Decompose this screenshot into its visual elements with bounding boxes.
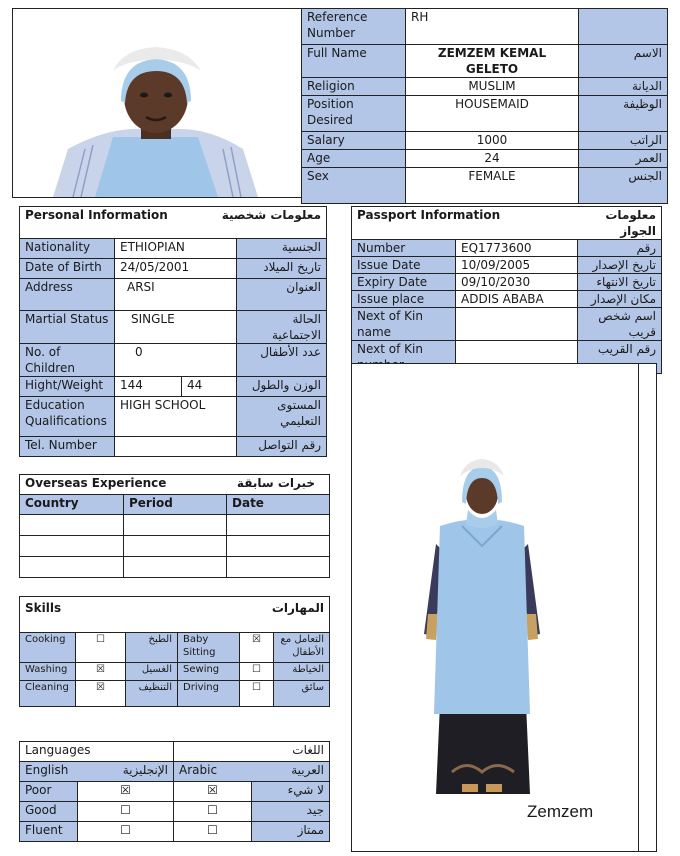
- passport-info-table: [351, 206, 662, 374]
- issue-place-value: ADDIS ABABA: [456, 291, 578, 308]
- issue-date-row: [352, 257, 662, 274]
- address-value: ARSI: [115, 279, 237, 311]
- skills-header: [20, 597, 330, 633]
- personal-info-title: Personal Information: [20, 207, 182, 239]
- skill-row: [20, 633, 330, 663]
- overseas-col-country: Country: [20, 495, 124, 515]
- overseas-header: [20, 475, 330, 495]
- overseas-row: [20, 515, 330, 536]
- marital-row: [20, 311, 327, 344]
- skill-washing-ar: الغسيل: [126, 663, 178, 681]
- height-weight-ar: الوزن والطول: [237, 377, 327, 397]
- education-label: Education Qualifications: [20, 397, 115, 437]
- religion-value: MUSLIM: [406, 78, 579, 96]
- full-photo-divider: [638, 364, 639, 851]
- position-value: HOUSEMAID: [406, 96, 579, 132]
- languages-title-ar: اللغات: [174, 742, 330, 762]
- sex-row: [302, 168, 668, 204]
- skill-cleaning-checkbox[interactable]: ☒: [76, 681, 126, 707]
- passport-info-header: [352, 207, 662, 240]
- age-label: Age: [302, 150, 406, 168]
- languages-columns: [20, 762, 330, 782]
- address-row: [20, 279, 327, 311]
- lang-level-row: [20, 822, 330, 842]
- full-name-ar: الاسم: [579, 45, 668, 78]
- languages-header: [20, 742, 330, 762]
- kin-number-label: Next of Kin: [352, 341, 456, 374]
- head-photo-image: [13, 9, 301, 197]
- height-weight-row: [20, 377, 327, 397]
- education-row: [20, 397, 327, 437]
- lang-good-ar: جيد: [252, 802, 330, 822]
- lang-poor-arabic-checkbox[interactable]: ☒: [174, 782, 252, 802]
- lang-english-label: English: [20, 762, 78, 782]
- reference-ar: [579, 9, 668, 45]
- overseas-table: [19, 474, 330, 578]
- children-value: 0: [115, 344, 237, 377]
- passport-info-title-ar: معلومات الجواز: [578, 207, 662, 240]
- overseas-columns: [20, 495, 330, 515]
- education-ar: المستوى التعليمي: [237, 397, 327, 437]
- passport-number-row: [352, 240, 662, 257]
- skill-cleaning-ar: التنظيف: [126, 681, 178, 707]
- personal-info-table: [19, 206, 327, 457]
- sex-value: FEMALE: [406, 168, 579, 204]
- reference-value: RH: [406, 9, 579, 45]
- lang-level-row: [20, 802, 330, 822]
- skill-driving-ar: سائق: [274, 681, 330, 707]
- salary-ar: الراتب: [579, 132, 668, 150]
- full-photo: [351, 363, 657, 852]
- height-value: 144: [115, 377, 182, 397]
- children-row: [20, 344, 327, 377]
- overseas-row: [20, 557, 330, 578]
- overseas-title: Overseas Experience: [20, 475, 227, 495]
- tel-row: [20, 437, 327, 457]
- kin-name-value: [456, 308, 578, 341]
- skills-title: Skills: [20, 597, 178, 633]
- skills-table: [19, 596, 330, 707]
- skill-sewing-checkbox[interactable]: ☐: [240, 663, 274, 681]
- skills-title-ar: المهارات: [178, 597, 330, 633]
- dob-row: [20, 259, 327, 279]
- sex-label: Sex: [302, 168, 406, 204]
- skill-cooking-checkbox[interactable]: ☐: [76, 633, 126, 663]
- salary-row: [302, 132, 668, 150]
- kin-number-ar: رقم القريب: [578, 341, 662, 374]
- head-photo: [12, 8, 302, 198]
- sex-ar: الجنس: [579, 168, 668, 204]
- age-ar: العمر: [579, 150, 668, 168]
- lang-arabic-ar: العربية: [252, 762, 330, 782]
- lang-arabic-label: Arabic: [174, 762, 252, 782]
- marital-ar: الحالة الاجتماعية: [237, 311, 327, 344]
- address-ar: العنوان: [237, 279, 327, 311]
- tel-value: [115, 437, 237, 457]
- expiry-date-row: [352, 274, 662, 291]
- marital-value: SINGLE: [115, 311, 237, 344]
- issue-place-label: Issue place: [352, 291, 456, 308]
- education-value: HIGH SCHOOL: [115, 397, 237, 437]
- languages-table: [19, 741, 330, 842]
- reference-row: [302, 9, 668, 45]
- lang-fluent-arabic-checkbox[interactable]: ☐: [174, 822, 252, 842]
- full-name-value: ZEMZEM KEMAL GELETO: [406, 45, 579, 78]
- overseas-row: [20, 536, 330, 557]
- lang-good-label: Good: [20, 802, 78, 822]
- skill-washing-checkbox[interactable]: ☒: [76, 663, 126, 681]
- lang-poor-ar: لا شيء: [252, 782, 330, 802]
- overseas-title-ar: خبرات سابقة: [227, 475, 330, 495]
- lang-level-row: [20, 782, 330, 802]
- lang-english-ar: الإنجليزية: [78, 762, 174, 782]
- reference-label: Reference Number: [302, 9, 406, 45]
- lang-fluent-ar: ممتاز: [252, 822, 330, 842]
- religion-label: Religion: [302, 78, 406, 96]
- position-ar: الوظيفة: [579, 96, 668, 132]
- issue-place-row: [352, 291, 662, 308]
- full-name-row: [302, 45, 668, 78]
- dob-label: Date of Birth: [20, 259, 115, 279]
- lang-good-arabic-checkbox[interactable]: ☐: [174, 802, 252, 822]
- dob-value: 24/05/2001: [115, 259, 237, 279]
- skill-cooking-label: Cooking: [20, 633, 76, 663]
- nationality-value: ETHIOPIAN: [115, 239, 237, 259]
- salary-value: 1000: [406, 132, 579, 150]
- height-weight-label: Hight/Weight: [20, 377, 115, 397]
- skill-sewing-ar: الخياطة: [274, 663, 330, 681]
- expiry-date-ar: تاريخ الانتهاء: [578, 274, 662, 291]
- passport-info-title: Passport Information: [352, 207, 578, 240]
- header-table: [301, 8, 668, 204]
- skill-cleaning-label: Cleaning: [20, 681, 76, 707]
- skill-cooking-ar: الطبخ: [126, 633, 178, 663]
- full-photo-caption: Zemzem: [527, 802, 594, 821]
- nationality-label: Nationality: [20, 239, 115, 259]
- tel-label: Tel. Number: [20, 437, 115, 457]
- dob-ar: تاريخ الميلاد: [237, 259, 327, 279]
- salary-label: Salary: [302, 132, 406, 150]
- kin-name-label: Next of Kin name: [352, 308, 456, 341]
- issue-place-ar: مكان الإصدار: [578, 291, 662, 308]
- children-ar: عدد الأطفال: [237, 344, 327, 377]
- skill-row: [20, 663, 330, 681]
- skill-row: [20, 681, 330, 707]
- personal-info-title-ar: معلومات شخصية: [182, 207, 327, 239]
- age-row: [302, 150, 668, 168]
- kin-name-row: [352, 308, 662, 341]
- issue-date-ar: تاريخ الإصدار: [578, 257, 662, 274]
- overseas-col-period: Period: [124, 495, 227, 515]
- address-label: Address: [20, 279, 115, 311]
- expiry-date-label: Expiry Date: [352, 274, 456, 291]
- tel-ar: رقم التواصل: [237, 437, 327, 457]
- expiry-date-value: 09/10/2030: [456, 274, 578, 291]
- skill-washing-label: Washing: [20, 663, 76, 681]
- lang-fluent-label: Fluent: [20, 822, 78, 842]
- nationality-row: [20, 239, 327, 259]
- overseas-col-date: Date: [227, 495, 330, 515]
- marital-label: Martial Status: [20, 311, 115, 344]
- weight-value: 44: [182, 377, 237, 397]
- skill-babysitting-label: Baby Sitting: [178, 633, 240, 663]
- lang-poor-label: Poor: [20, 782, 78, 802]
- issue-date-value: 10/09/2005: [456, 257, 578, 274]
- nationality-ar: الجنسية: [237, 239, 327, 259]
- skill-sewing-label: Sewing: [178, 663, 240, 681]
- age-value: 24: [406, 150, 579, 168]
- position-label: Position Desired: [302, 96, 406, 132]
- religion-ar: الديانة: [579, 78, 668, 96]
- position-row: [302, 96, 668, 132]
- kin-name-ar: اسم شخص قريب: [578, 308, 662, 341]
- skill-driving-checkbox[interactable]: ☐: [240, 681, 274, 707]
- lang-good-english-checkbox[interactable]: ☐: [78, 802, 174, 822]
- full-name-label: Full Name: [302, 45, 406, 78]
- passport-number-value: EQ1773600: [456, 240, 578, 257]
- children-label: No. of Children: [20, 344, 115, 377]
- personal-info-header: [20, 207, 327, 239]
- lang-poor-english-checkbox[interactable]: ☒: [78, 782, 174, 802]
- languages-title: Languages: [20, 742, 174, 762]
- skill-babysitting-ar: التعامل مع الأطفال: [274, 633, 330, 663]
- issue-date-label: Issue Date: [352, 257, 456, 274]
- full-photo-image: [422, 454, 542, 794]
- religion-row: [302, 78, 668, 96]
- passport-number-ar: رقم: [578, 240, 662, 257]
- skill-babysitting-checkbox[interactable]: ☒: [240, 633, 274, 663]
- lang-fluent-english-checkbox[interactable]: ☐: [78, 822, 174, 842]
- skill-driving-label: Driving: [178, 681, 240, 707]
- passport-number-label: Number: [352, 240, 456, 257]
